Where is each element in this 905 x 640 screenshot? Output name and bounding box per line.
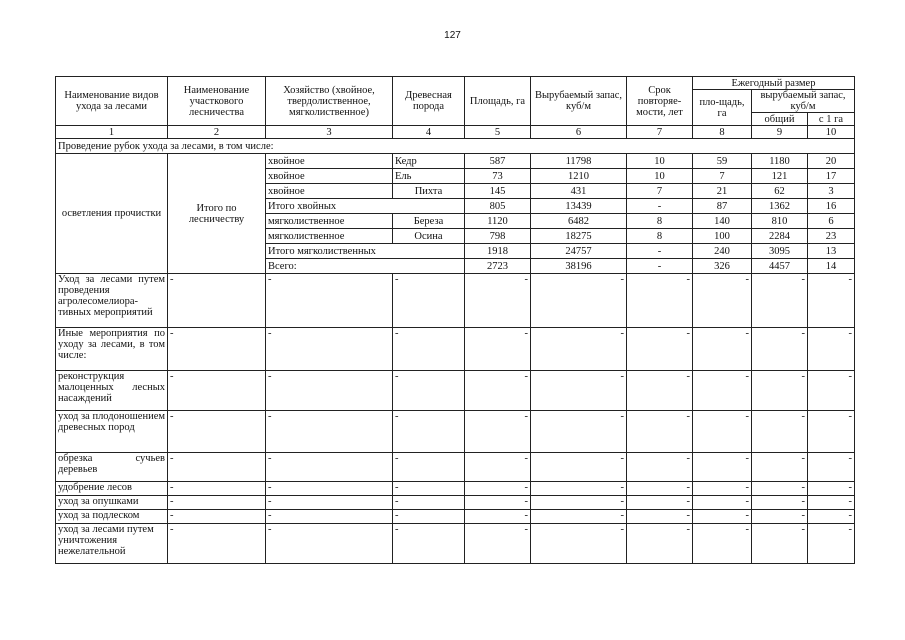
dash-cell: - xyxy=(808,482,855,496)
annual-total-cell: 1180 xyxy=(752,154,808,169)
col-num: 10 xyxy=(808,126,855,139)
annual-area-cell: 87 xyxy=(693,199,752,214)
area-cell: 73 xyxy=(465,169,531,184)
forestry-name: Итого по лесничеству xyxy=(168,154,266,274)
dash-cell: - xyxy=(465,524,531,564)
area-cell: 798 xyxy=(465,229,531,244)
dash-cell: - xyxy=(266,453,393,482)
dash-cell: - xyxy=(465,371,531,411)
dash-cell: - xyxy=(465,411,531,453)
period-cell: - xyxy=(627,244,693,259)
species-cell: Ель xyxy=(393,169,465,184)
dash-cell: - xyxy=(531,524,627,564)
dash-cell: - xyxy=(693,274,752,328)
dash-cell: - xyxy=(627,482,693,496)
annual-total-cell: 810 xyxy=(752,214,808,229)
section-title: Проведение рубок ухода за лесами, в том числе: xyxy=(56,139,855,154)
dash-cell: - xyxy=(627,524,693,564)
period-cell: - xyxy=(627,199,693,214)
dash-cell: - xyxy=(693,411,752,453)
dash-cell: - xyxy=(752,411,808,453)
annual-area-cell: 59 xyxy=(693,154,752,169)
dash-cell: - xyxy=(808,274,855,328)
annual-total-cell: 62 xyxy=(752,184,808,199)
annual-area-cell: 140 xyxy=(693,214,752,229)
dash-cell: - xyxy=(168,274,266,328)
column-number-row xyxy=(56,126,855,139)
col-num: 6 xyxy=(531,126,627,139)
table-row-other xyxy=(56,482,855,496)
dash-cell: - xyxy=(531,453,627,482)
header-farm: Хозяйство (хвойное, твердолиственное, мягколиственное) xyxy=(266,77,393,126)
annual-per-ha-cell: 3 xyxy=(808,184,855,199)
dash-cell: - xyxy=(393,482,465,496)
period-cell: 10 xyxy=(627,169,693,184)
annual-per-ha-cell: 17 xyxy=(808,169,855,184)
dash-cell: - xyxy=(393,510,465,524)
dash-cell: - xyxy=(465,274,531,328)
dash-cell: - xyxy=(531,411,627,453)
farm-cell: мягколиственное xyxy=(266,229,393,244)
dash-cell: - xyxy=(168,328,266,371)
annual-per-ha-cell: 23 xyxy=(808,229,855,244)
dash-cell: - xyxy=(168,524,266,564)
dash-cell: - xyxy=(627,328,693,371)
dash-cell: - xyxy=(465,482,531,496)
dash-cell: - xyxy=(266,411,393,453)
care-type-cell: уход за опушками xyxy=(56,496,168,510)
dash-cell: - xyxy=(808,496,855,510)
col-num: 4 xyxy=(393,126,465,139)
header-annual-area: пло-щадь, га xyxy=(693,90,752,126)
forest-care-table xyxy=(55,76,855,564)
header-forestry: Наименование участкового лесничества xyxy=(168,77,266,126)
dash-cell: - xyxy=(752,510,808,524)
dash-cell: - xyxy=(752,496,808,510)
dash-cell: - xyxy=(693,496,752,510)
farm-cell: хвойное xyxy=(266,154,393,169)
stock-cell: 13439 xyxy=(531,199,627,214)
dash-cell: - xyxy=(808,371,855,411)
annual-per-ha-cell: 16 xyxy=(808,199,855,214)
header-care-type: Наименование видов ухода за лесами xyxy=(56,77,168,126)
period-cell: - xyxy=(627,259,693,274)
care-type-cell: обрезка сучьев деревьев xyxy=(56,453,168,482)
species-cell: Осина xyxy=(393,229,465,244)
dash-cell: - xyxy=(752,453,808,482)
area-cell: 145 xyxy=(465,184,531,199)
care-type-cell: удобрение лесов xyxy=(56,482,168,496)
dash-cell: - xyxy=(393,328,465,371)
period-cell: 10 xyxy=(627,154,693,169)
dash-cell: - xyxy=(393,453,465,482)
dash-cell: - xyxy=(693,328,752,371)
dash-cell: - xyxy=(393,371,465,411)
care-type-cell: уход за лесами путем уничтожения нежелательной xyxy=(56,524,168,564)
col-num: 9 xyxy=(752,126,808,139)
col-num: 8 xyxy=(693,126,752,139)
dash-cell: - xyxy=(808,453,855,482)
annual-area-cell: 240 xyxy=(693,244,752,259)
dash-cell: - xyxy=(752,524,808,564)
dash-cell: - xyxy=(168,453,266,482)
header-period: Срок повторяе-мости, лет xyxy=(627,77,693,126)
care-type-cell: реконструкция малоценных лесных насаждений xyxy=(56,371,168,411)
dash-cell: - xyxy=(531,496,627,510)
dash-cell: - xyxy=(693,482,752,496)
dash-cell: - xyxy=(393,496,465,510)
header-annual-per-ha: с 1 га xyxy=(808,113,855,126)
subtotal-label: Итого хвойных xyxy=(266,199,465,214)
col-num: 7 xyxy=(627,126,693,139)
table-row-other xyxy=(56,274,855,328)
col-num: 1 xyxy=(56,126,168,139)
dash-cell: - xyxy=(531,510,627,524)
annual-area-cell: 7 xyxy=(693,169,752,184)
dash-cell: - xyxy=(266,371,393,411)
dash-cell: - xyxy=(531,371,627,411)
stock-cell: 24757 xyxy=(531,244,627,259)
dash-cell: - xyxy=(627,274,693,328)
dash-cell: - xyxy=(627,453,693,482)
species-cell: Кедр xyxy=(393,154,465,169)
annual-area-cell: 326 xyxy=(693,259,752,274)
dash-cell: - xyxy=(531,274,627,328)
species-cell: Пихта xyxy=(393,184,465,199)
col-num: 3 xyxy=(266,126,393,139)
header-annual-total: общий xyxy=(752,113,808,126)
dash-cell: - xyxy=(752,328,808,371)
annual-total-cell: 3095 xyxy=(752,244,808,259)
col-num: 5 xyxy=(465,126,531,139)
farm-cell: хвойное xyxy=(266,184,393,199)
dash-cell: - xyxy=(693,371,752,411)
area-cell: 805 xyxy=(465,199,531,214)
dash-cell: - xyxy=(465,510,531,524)
dash-cell: - xyxy=(266,510,393,524)
species-cell: Береза xyxy=(393,214,465,229)
header-row-1 xyxy=(56,77,855,90)
dash-cell: - xyxy=(531,482,627,496)
dash-cell: - xyxy=(627,496,693,510)
dash-cell: - xyxy=(266,482,393,496)
dash-cell: - xyxy=(693,524,752,564)
dash-cell: - xyxy=(808,524,855,564)
header-species: Древесная порода xyxy=(393,77,465,126)
section-row xyxy=(56,139,855,154)
dash-cell: - xyxy=(393,524,465,564)
area-cell: 1120 xyxy=(465,214,531,229)
table-row xyxy=(56,154,855,169)
table-row-other xyxy=(56,453,855,482)
table-row-other xyxy=(56,510,855,524)
care-type-cell: уход за плодоношением древесных пород xyxy=(56,411,168,453)
annual-per-ha-cell: 20 xyxy=(808,154,855,169)
group-name: осветления прочистки xyxy=(56,154,168,274)
dash-cell: - xyxy=(627,510,693,524)
dash-cell: - xyxy=(266,274,393,328)
annual-per-ha-cell: 13 xyxy=(808,244,855,259)
dash-cell: - xyxy=(752,482,808,496)
dash-cell: - xyxy=(168,496,266,510)
area-cell: 587 xyxy=(465,154,531,169)
stock-cell: 431 xyxy=(531,184,627,199)
dash-cell: - xyxy=(693,453,752,482)
header-area: Площадь, га xyxy=(465,77,531,126)
dash-cell: - xyxy=(393,411,465,453)
farm-cell: мягколиственное xyxy=(266,214,393,229)
period-cell: 8 xyxy=(627,229,693,244)
subtotal-label: Итого мягколиственных xyxy=(266,244,465,259)
dash-cell: - xyxy=(808,510,855,524)
care-type-cell: уход за подлеском xyxy=(56,510,168,524)
header-annual: Ежегодный размер xyxy=(693,77,855,90)
dash-cell: - xyxy=(168,371,266,411)
stock-cell: 1210 xyxy=(531,169,627,184)
stock-cell: 18275 xyxy=(531,229,627,244)
annual-per-ha-cell: 6 xyxy=(808,214,855,229)
dash-cell: - xyxy=(808,411,855,453)
period-cell: 8 xyxy=(627,214,693,229)
dash-cell: - xyxy=(752,371,808,411)
care-type-cell: Иные мероприятия по уходу за лесами, в том числе: xyxy=(56,328,168,371)
dash-cell: - xyxy=(168,482,266,496)
dash-cell: - xyxy=(168,411,266,453)
annual-total-cell: 121 xyxy=(752,169,808,184)
farm-cell: хвойное xyxy=(266,169,393,184)
dash-cell: - xyxy=(393,274,465,328)
area-cell: 1918 xyxy=(465,244,531,259)
stock-cell: 6482 xyxy=(531,214,627,229)
dash-cell: - xyxy=(627,411,693,453)
col-num: 2 xyxy=(168,126,266,139)
period-cell: 7 xyxy=(627,184,693,199)
dash-cell: - xyxy=(531,328,627,371)
total-label: Всего: xyxy=(266,259,465,274)
dash-cell: - xyxy=(266,496,393,510)
annual-total-cell: 1362 xyxy=(752,199,808,214)
annual-total-cell: 2284 xyxy=(752,229,808,244)
table-row-other xyxy=(56,371,855,411)
annual-per-ha-cell: 14 xyxy=(808,259,855,274)
dash-cell: - xyxy=(465,453,531,482)
page-number: 127 xyxy=(444,30,461,41)
dash-cell: - xyxy=(465,496,531,510)
table-row-other xyxy=(56,328,855,371)
dash-cell: - xyxy=(752,274,808,328)
header-annual-stock: вырубаемый запас, куб/м xyxy=(752,90,855,113)
dash-cell: - xyxy=(266,328,393,371)
dash-cell: - xyxy=(808,328,855,371)
table-row-other xyxy=(56,411,855,453)
annual-area-cell: 100 xyxy=(693,229,752,244)
area-cell: 2723 xyxy=(465,259,531,274)
stock-cell: 11798 xyxy=(531,154,627,169)
dash-cell: - xyxy=(627,371,693,411)
table-row-other xyxy=(56,524,855,564)
header-stock: Вырубаемый запас, куб/м xyxy=(531,77,627,126)
dash-cell: - xyxy=(465,328,531,371)
annual-total-cell: 4457 xyxy=(752,259,808,274)
dash-cell: - xyxy=(693,510,752,524)
dash-cell: - xyxy=(168,510,266,524)
annual-area-cell: 21 xyxy=(693,184,752,199)
dash-cell: - xyxy=(266,524,393,564)
stock-cell: 38196 xyxy=(531,259,627,274)
table-row-other xyxy=(56,496,855,510)
care-type-cell: Уход за лесами путем проведения агролесомелиора-тивных мероприятий xyxy=(56,274,168,328)
